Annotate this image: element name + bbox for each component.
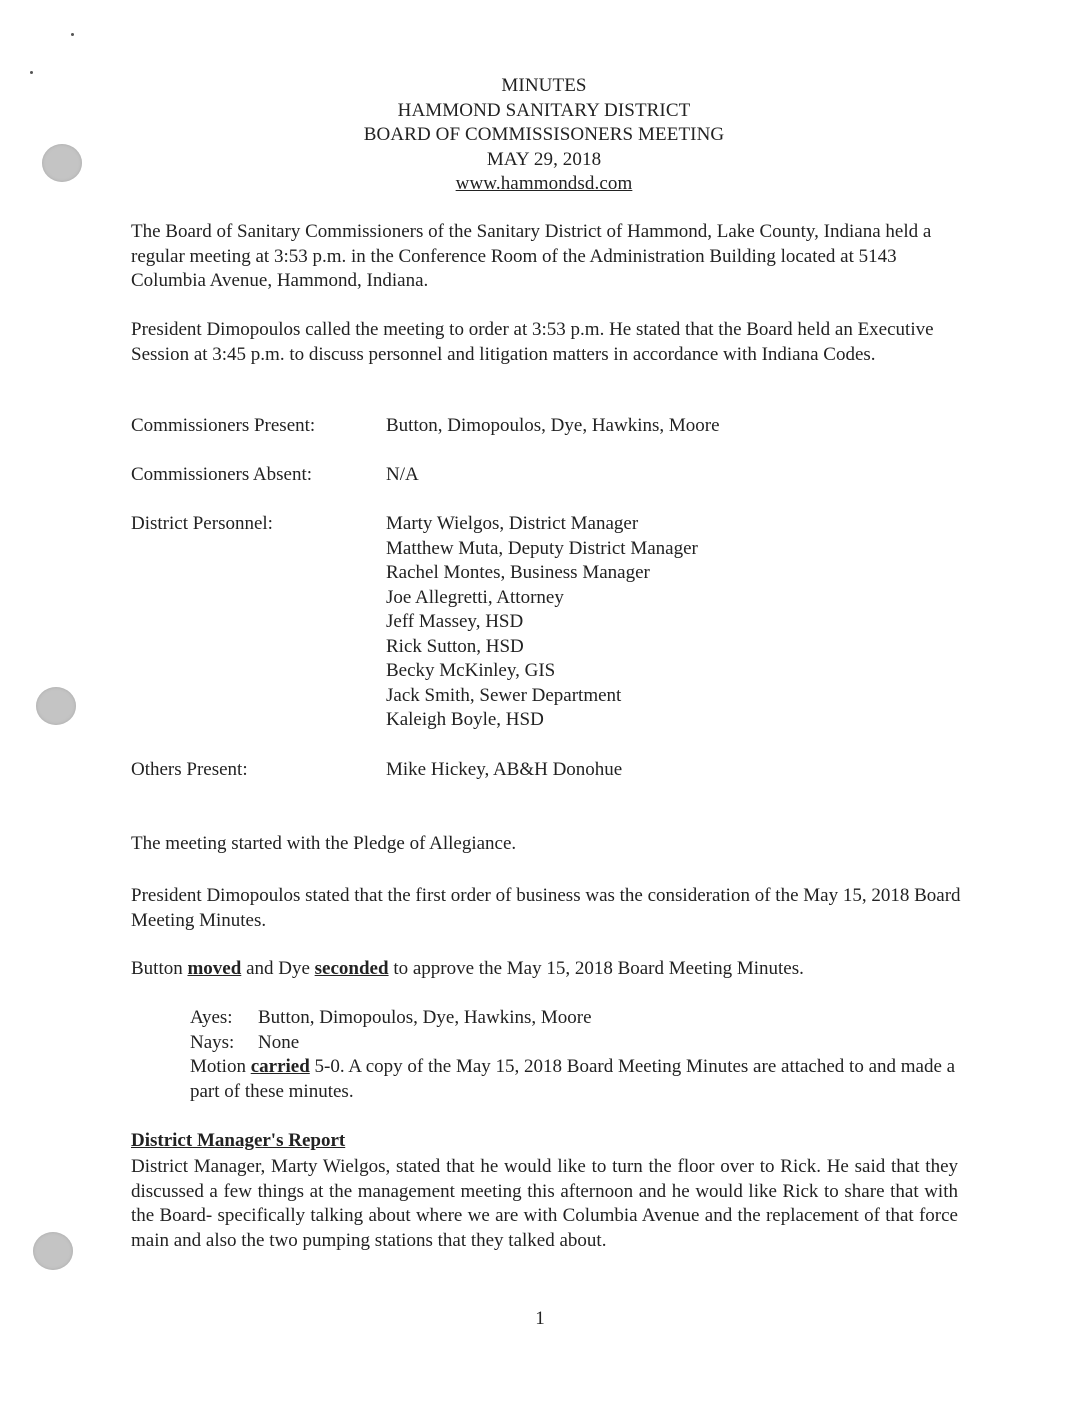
scan-speck (71, 33, 74, 36)
nays-line (190, 1031, 965, 1056)
district-personnel-list (386, 512, 698, 733)
personnel-item: Kaleigh Boyle, HSD (386, 709, 544, 730)
nays-label: Nays: (190, 1031, 235, 1053)
others-present-label: Others Present: (131, 759, 248, 780)
ayes-line (190, 1006, 965, 1031)
carried-keyword: carried (250, 1056, 310, 1077)
ayes-label: Ayes: (190, 1007, 233, 1028)
personnel-item: Jeff Massey, HSD (386, 611, 524, 632)
meeting-date: MAY 29, 2018 (486, 148, 602, 170)
district-personnel-label: District Personnel: (131, 513, 273, 534)
district-manager-report-heading: District Manager's Report (131, 1130, 346, 1151)
commissioners-absent-value: N/A (386, 464, 419, 485)
ayes-value: Button, Dimopoulos, Dye, Hawkins, Moore (258, 1007, 592, 1028)
motion-paragraph (131, 957, 961, 982)
call-to-order-paragraph: President Dimopoulos called the meeting to order at 3:53 p.m. He stated that the Board held an Executive Session at 3:45 p.m. to discuss personnel and litigation matters in accordance with Indiana Codes. (131, 319, 934, 365)
personnel-item: Rachel Montes, Business Manager (386, 562, 650, 583)
document-header (0, 74, 1088, 197)
personnel-item: Becky McKinley, GIS (386, 660, 556, 681)
page-number: 1 (535, 1308, 545, 1329)
commissioners-present-label: Commissioners Present: (131, 415, 316, 436)
nays-value: None (258, 1031, 300, 1053)
punch-hole-icon (36, 687, 76, 725)
district-manager-report-body: District Manager, Marty Wielgos, stated that he would like to turn the floor over to Rick. He said that they discussed a few things at the management meeting this afternoon and he would like Rick to share that with the Board- specifically talking about where we are with Columbia Avenue and the replacement of that force main and also the two pumping stations that they talked about. (131, 1156, 958, 1251)
first-order-paragraph: President Dimopoulos stated that the first order of business was the consideration of the May 15, 2018 Board Meeting Minutes. (131, 885, 961, 931)
personnel-item: Matthew Muta, Deputy District Manager (386, 537, 698, 559)
website-link[interactable]: www.hammondsd.com (455, 173, 633, 194)
motion-seconder: and Dye (246, 958, 310, 979)
pledge-paragraph: The meeting started with the Pledge of Allegiance. (131, 833, 517, 854)
personnel-item: Marty Wielgos, District Manager (386, 513, 639, 534)
motion-text: to approve the May 15, 2018 Board Meeting Minutes. (393, 958, 804, 979)
document-title: MINUTES (501, 75, 587, 96)
moved-keyword: moved (187, 958, 242, 979)
vote-block (190, 1006, 965, 1104)
punch-hole-icon (33, 1232, 73, 1270)
commissioners-absent-label: Commissioners Absent: (131, 464, 313, 485)
personnel-item: Rick Sutton, HSD (386, 635, 524, 657)
motion-word: Motion (190, 1056, 246, 1077)
motion-result-line (190, 1055, 965, 1104)
personnel-item: Jack Smith, Sewer Department (386, 684, 622, 706)
others-present-value: Mike Hickey, AB&H Donohue (386, 759, 623, 780)
meeting-name: BOARD OF COMMISSISONERS MEETING (363, 124, 725, 145)
motion-mover: Button (131, 958, 183, 979)
organization-name: HAMMOND SANITARY DISTRICT (397, 99, 691, 121)
motion-result-text: 5-0. A copy of the May 15, 2018 Board Meeting Minutes are attached to and made a part of these minutes. (190, 1056, 956, 1102)
seconded-keyword: seconded (314, 958, 389, 979)
commissioners-present-value: Button, Dimopoulos, Dye, Hawkins, Moore (386, 415, 720, 436)
intro-paragraph: The Board of Sanitary Commissioners of the Sanitary District of Hammond, Lake County, Indiana held a regular meeting at 3:53 p.m. in the Conference Room of the Administration Building located at 5143 Columbia Avenue, Hammond, Indiana. (131, 221, 932, 291)
personnel-item: Joe Allegretti, Attorney (386, 586, 564, 608)
